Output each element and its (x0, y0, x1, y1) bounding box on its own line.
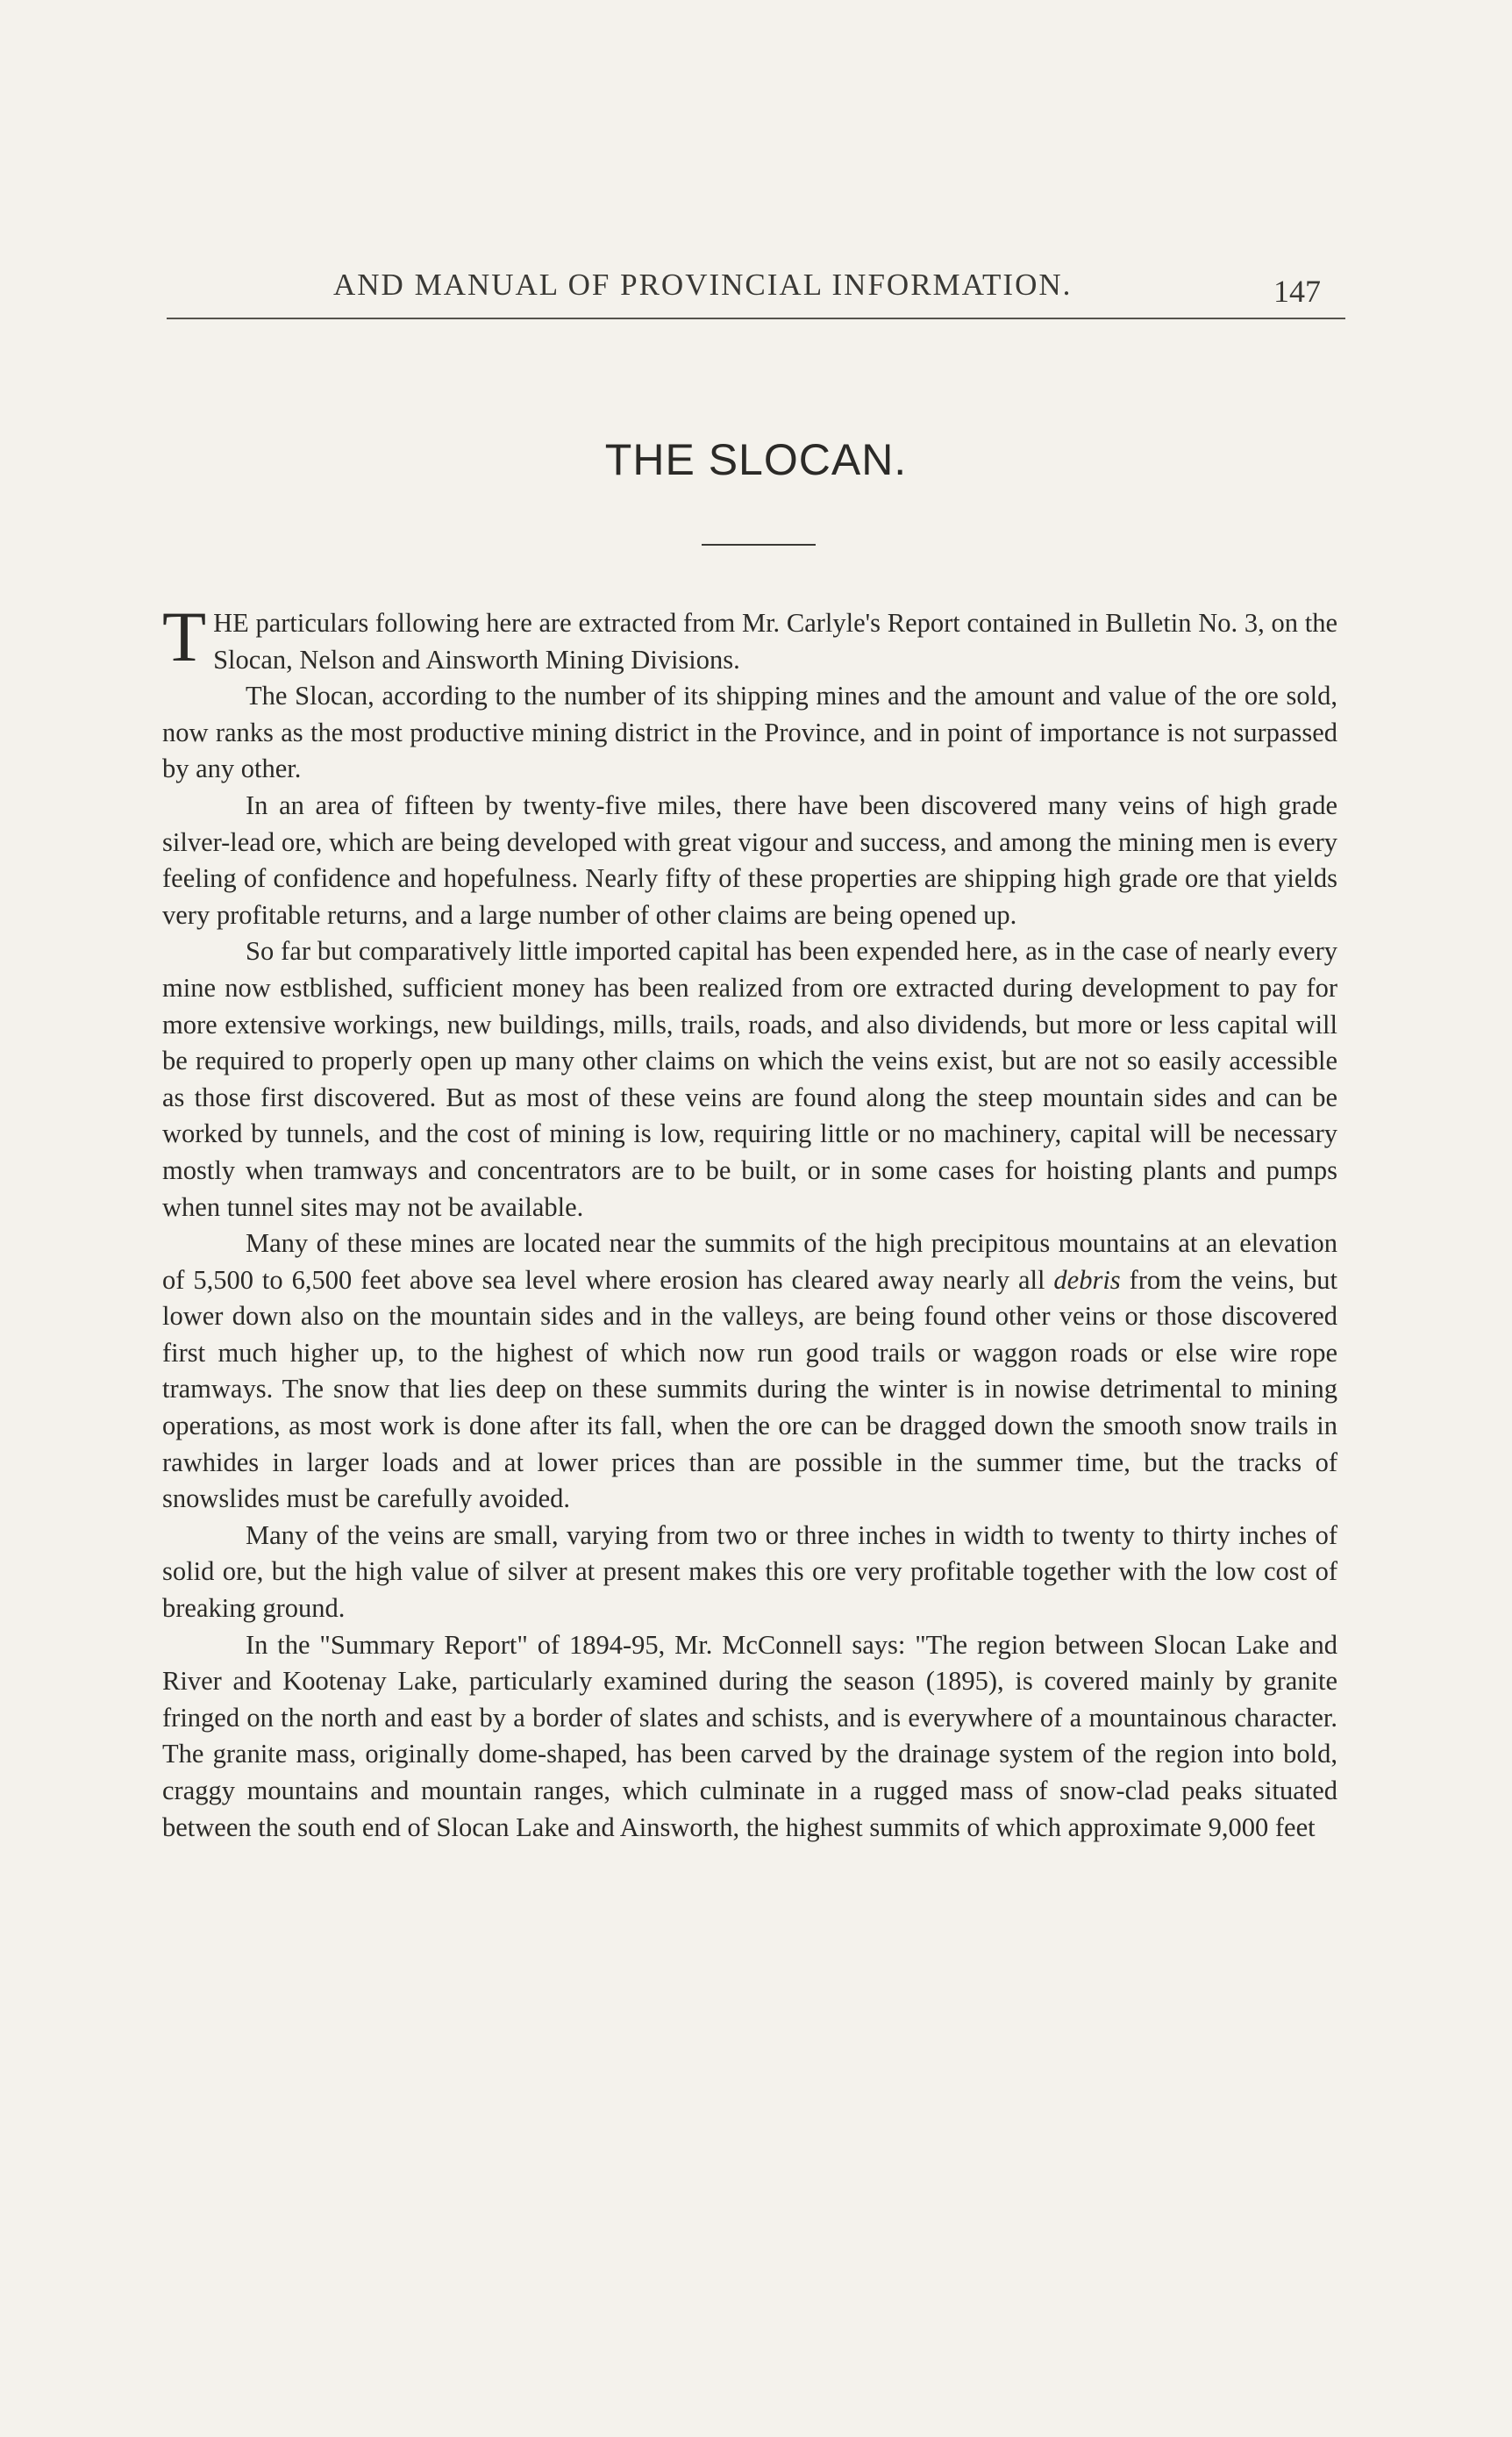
paragraph-area-veins: In an area of fifteen by twenty-five miles, there have been discovered many veins of high grade silver-lead ore, which are being developed with great vigour and success, and among the mining men is every feeling of confidence and hopefulness. Nearly fifty of these properties are shipping high grade ore that yields very profitable returns, and a large number of other claims are being opened up. (162, 790, 1337, 930)
header-rule (167, 318, 1345, 319)
paragraph-summary-report: In the "Summary Report" of 1894-95, Mr. McConnell says: "The region between Slocan Lake and River and Kootenay Lake, particularly examined during the season (1895), is covered mainly by granite fringed on the north and east by a border of slates and schists, and is everywhere of a mountainous character. The granite mass, originally dome-shaped, has been carved by the drainage system of the region into bold, craggy mountains and mountain ranges, which culminate in a rugged mass of snow-clad peaks situated between the south end of Slocan Lake and Ainsworth, the highest summits of which approximate 9,000 feet (162, 1629, 1337, 1842)
paragraph-mine-summits-start: Many of these mines are located near the summits of the high precipitous mountains at an elevation of 5,500 to 6,500 feet above sea level where erosion has cleared away nearly all (162, 1228, 1337, 1295)
paragraph-imported-capital: So far but comparatively little imported capital has been expended here, as in the case of nearly every mine now estblished, sufficient money has been realized from ore extracted during development to pay for more extensive workings, new buildings, mills, trails, roads, and also dividends, but more or less capital will be required to properly open up many other claims on which the veins exist, but are not so easily accessible as those first discovered. But as most of these veins are found along the steep mountain sides and can be worked by tunnels, and the cost of mining is low, requiring little or no machinery, capital will be necessary mostly when tramways and concentrators are to be built, or in some cases for hoisting plants and pumps when tunnel sites may not be available. (162, 936, 1337, 1222)
page-number: 147 (1273, 274, 1321, 309)
lead-paragraph (162, 597, 1337, 678)
paragraph-mine-summits-end: from the veins, but lower down also on the mountain sides and in the valleys, are being found other veins or those discovered first much higher up, to the highest of which now run good trails or waggon roads or else wire rope tramways. The snow that lies deep on these summits during the winter is in nowise detrimental to mining operations, as most work is done after its fall, when the ore can be dragged down the smooth snow trails in rawhides in larger loads and at lower prices than are possible in the summer time, but the tracks of snowslides must be carefully avoided. (162, 1264, 1338, 1514)
article-body (162, 597, 1338, 1846)
title-rule (702, 544, 816, 546)
italic-debris: debris (1053, 1264, 1121, 1295)
paragraph-mine-summits (162, 1226, 1337, 1518)
paragraph-productive-district: The Slocan, according to the number of its shipping mines and the amount and value of the ore sold, now ranks as the most productive mining district in the Province, and in point of importance is not surpassed by any other. (162, 681, 1337, 784)
drop-cap: T (162, 597, 207, 676)
lead-paragraph-text: HE particulars following here are extracted from Mr. Carlyle's Report contained in Bulletin No. 3, on the Slocan, Nelson and Ainsworth Mining Divisions. (213, 608, 1337, 675)
running-head: AND MANUAL OF PROVINCIAL INFORMATION. (333, 268, 1073, 302)
article-title: THE SLOCAN. (604, 435, 908, 484)
paragraph-small-veins: Many of the veins are small, varying from two or three inches in width to twenty to thirty inches of solid ore, but the high value of silver at present makes this ore very profitable together with the low cost of breaking ground. (162, 1519, 1337, 1624)
